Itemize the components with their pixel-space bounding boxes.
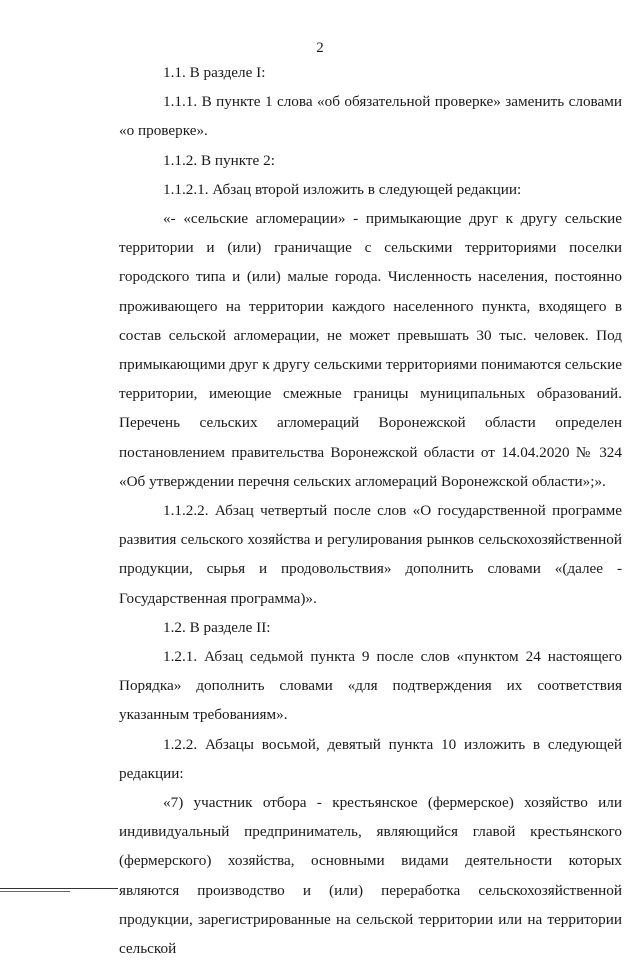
paragraph-1-2-1: 1.2.1. Абзац седьмой пункта 9 после слов «пунктом 24 настоящего Порядка» дополнить словами «для подтверждения их соответствия указанным требованиям». bbox=[119, 648, 622, 724]
paragraph-1-1-2: 1.1.2. В пункте 2: bbox=[163, 151, 275, 169]
paragraph-1-1-1: 1.1.1. В пункте 1 слова «об обязательной проверке» заменить словами «о проверке». bbox=[119, 93, 622, 140]
footer-rule bbox=[0, 888, 118, 889]
paragraph-quote-agglomerations: «- «сельские агломерации» - примыкающие друг к другу сельские территории и (или) граничащие с сельскими территориями поселки городского типа и (или) малые города. Численность населения, постоянно проживающего на территории каждого населенного пункта, входящего в состав сельской агломерации, не может превышать 30 тыс. человек. Под примыкающими друг к другу сельскими территориями понимаются сельские территории, имеющие смежные границы муниципальных образований. Перечень сельских агломераций Воронежской области определен постановлением правительства Воронежской области от 14.04.2020 № 324 «Об утверждении перечня сельских агломераций Воронежской области»;». bbox=[119, 210, 622, 490]
paragraph-1-1-2-2: 1.1.2.2. Абзац четвертый после слов «О государственной программе развития сельского хозяйства и регулирования рынков сельскохозяйственной продукции, сырья и продовольствия» дополнить словами «(далее - Государственная программа)». bbox=[119, 502, 622, 607]
document-body bbox=[119, 58, 622, 963]
footer-rule-secondary bbox=[0, 891, 70, 892]
paragraph-1-1-2-1: 1.1.2.1. Абзац второй изложить в следующей редакции: bbox=[163, 180, 522, 198]
paragraph-1-2-2: 1.2.2. Абзацы восьмой, девятый пункта 10 изложить в следующей редакции: bbox=[119, 735, 622, 782]
paragraph-section-2: 1.2. В разделе II: bbox=[163, 618, 271, 636]
paragraph-quote-participant: «7) участник отбора - крестьянское (фермерское) хозяйство или индивидуальный предприниматель, являющийся главой крестьянского (фермерского) хозяйства, основными видами деятельности которых являются производство и (или) переработка сельскохозяйственной продукции, зарегистрированные на сельской территории или на территории сельской bbox=[119, 794, 622, 958]
paragraph-section-1: 1.1. В разделе I: bbox=[163, 64, 266, 81]
page-number: 2 bbox=[316, 40, 324, 56]
